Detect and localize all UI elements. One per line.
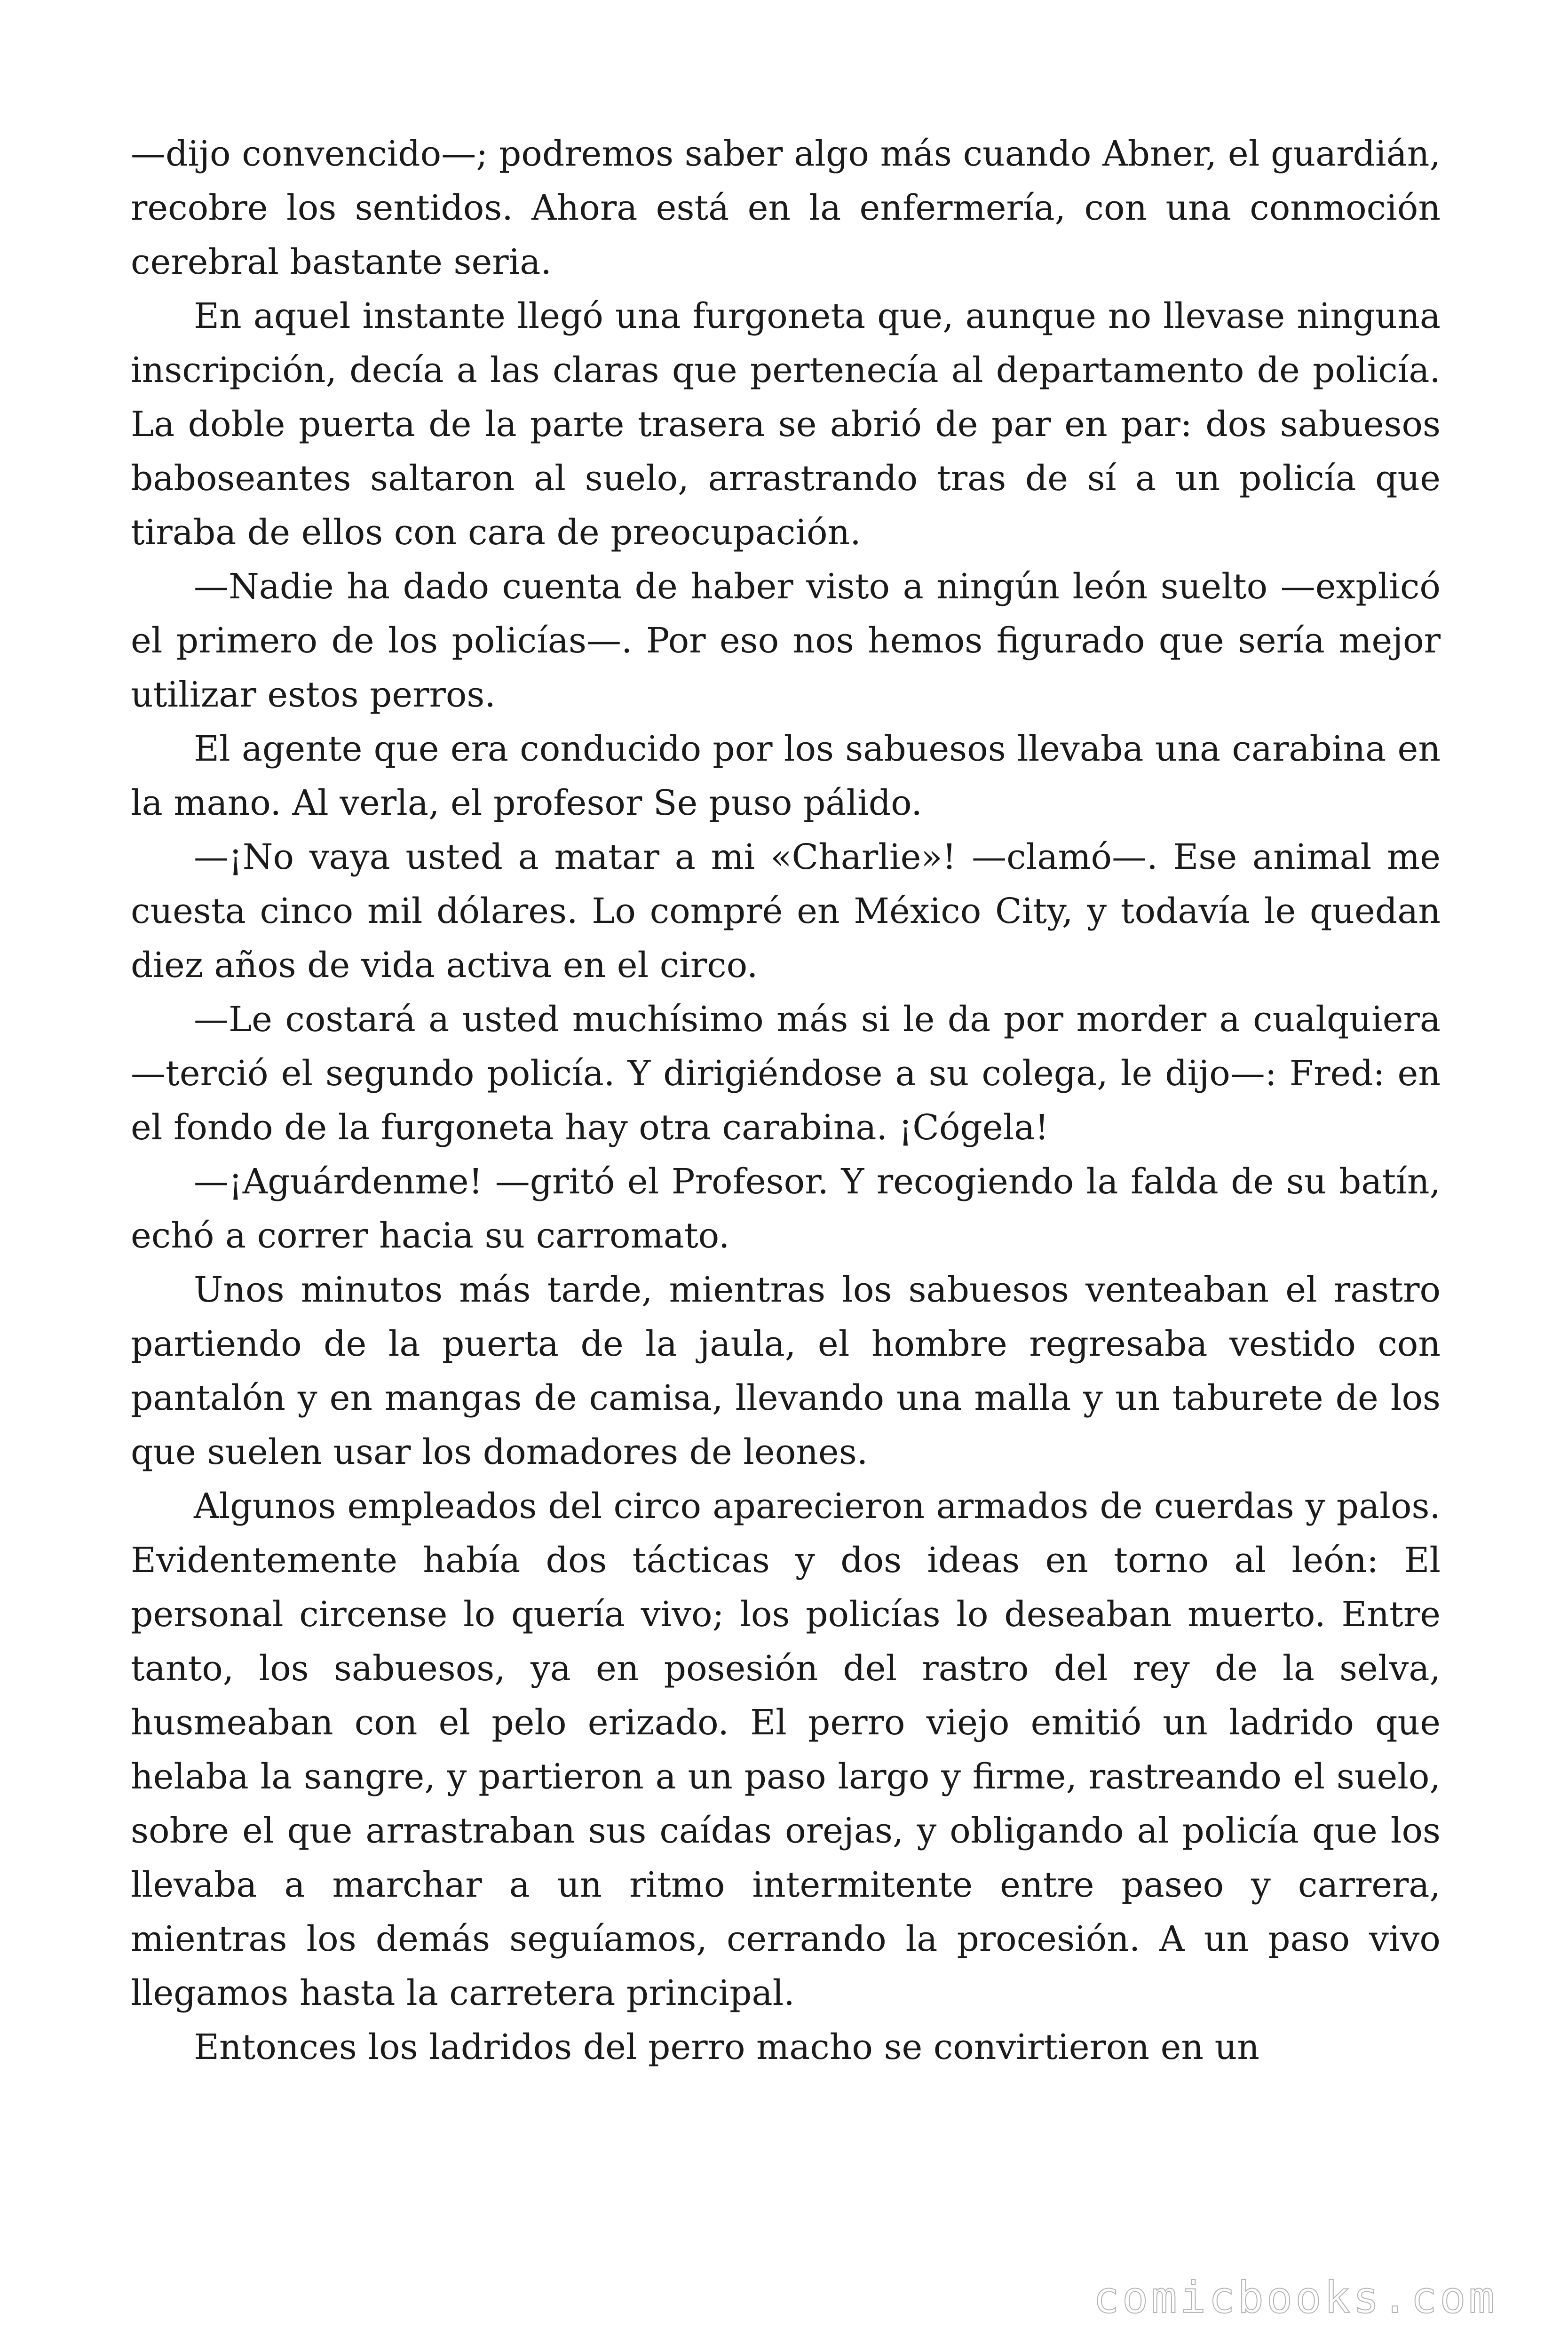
watermark: comicbooks.com: [1093, 2273, 1497, 2323]
paragraph: Algunos empleados del circo aparecieron armados de cuerdas y palos. Evidentemente había dos tácticas y dos ideas en torno al león: El personal circense lo quería vivo; los policías lo deseaban muerto. Entre tanto, los sabuesos, ya en posesión del rastro del rey de la selva, husmeaban con el pelo erizado. El perro viejo emitió un ladrido que helaba la sangre, y partieron a un paso largo y firme, rastreando el suelo, sobre el que arrastraban sus caídas orejas, y obligando al policía que los llevaba a marchar a un ritmo intermitente entre paseo y carrera, mientras los demás seguíamos, cerrando la procesión. A un paso vivo llegamos hasta la carretera principal.: [131, 1486, 1441, 2013]
paragraph: —¡Aguárdenme! —gritó el Profesor. Y recogiendo la falda de su batín, echó a correr hacia su carromato.: [131, 1161, 1441, 1256]
paragraph: En aquel instante llegó una furgoneta que, aunque no llevase ninguna inscripción, decía a las claras que pertenecía al departamento de policía. La doble puerta de la parte trasera se abrió de par en par: dos sabuesos baboseantes saltaron al suelo, arrastrando tras de sí a un policía que tiraba de ellos con cara de preocupación.: [131, 296, 1441, 553]
paragraph: —¡No vaya usted a matar a mi «Charlie»! —clamó—. Ese animal me cuesta cinco mil dólares. Lo compré en México City, y todavía le quedan diez años de vida activa en el circo.: [131, 837, 1441, 985]
paragraph: Unos minutos más tarde, mientras los sabuesos venteaban el rastro partiendo de la puerta de la jaula, el hombre regresaba vestido con pantalón y en mangas de camisa, llevando una malla y un taburete de los que suelen usar los domadores de leones.: [131, 1270, 1441, 1472]
page-text: [131, 127, 1441, 2074]
paragraph-continuation: —dijo convencido—; podremos saber algo más cuando Abner, el guardián, recobre los sentidos. Ahora está en la enfermería, con una conmoción cerebral bastante seria.: [131, 134, 1441, 282]
paragraph: —Le costará a usted muchísimo más si le da por morder a cualquiera —terció el segundo policía. Y dirigiéndose a su colega, le dijo—: Fred: en el fondo de la furgoneta hay otra carabina. ¡Cógela!: [131, 999, 1441, 1148]
paragraph: El agente que era conducido por los sabuesos llevaba una carabina en la mano. Al verla, el profesor Se puso pálido.: [131, 729, 1441, 823]
paragraph: —Nadie ha dado cuenta de haber visto a ningún león suelto —explicó el primero de los policías—. Por eso nos hemos figurado que sería mejor utilizar estos perros.: [131, 566, 1441, 715]
paragraph: Entonces los ladridos del perro macho se convirtieron en un: [194, 2027, 1259, 2067]
